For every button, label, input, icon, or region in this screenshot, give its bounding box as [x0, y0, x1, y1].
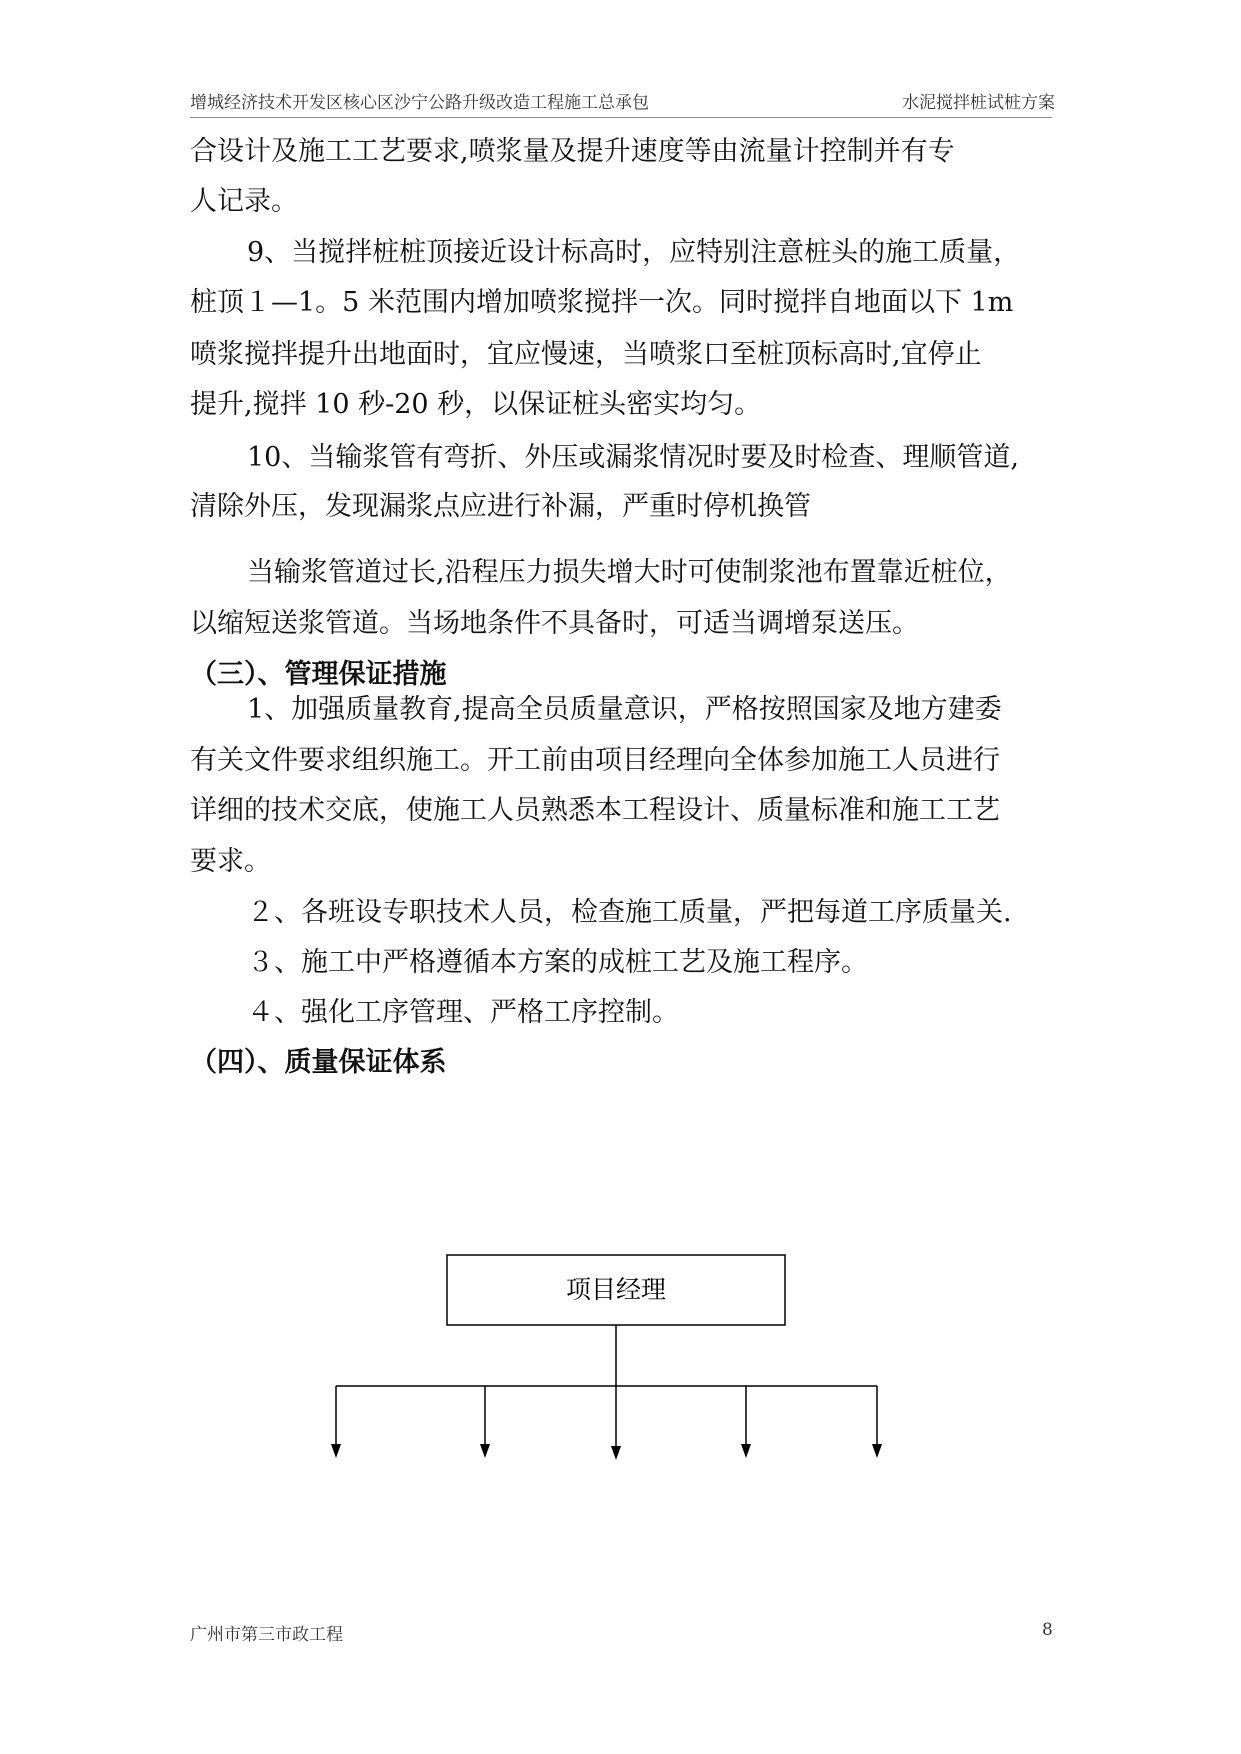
body-line: 1、加强质量教育,提高全员质量意识，严格按照国家及地方建委 [247, 694, 1002, 725]
body-line: 提升,搅拌 10 秒-20 秒，以保证桩头密实均匀。 [190, 389, 762, 420]
org-branch-4 [741, 1386, 751, 1458]
section-heading-4: （四）、质量保证体系 [190, 1047, 447, 1078]
body-line: ２、各班设专职技术人员，检查施工质量，严把每道工序质量关. [247, 897, 1012, 928]
org-branch-3 [611, 1386, 621, 1460]
arrow-down-icon [480, 1444, 490, 1458]
body-line: 有关文件要求组织施工。开工前由项目经理向全体参加施工人员进行 [190, 745, 1000, 776]
body-line: ３、施工中严格遵循本方案的成桩工艺及施工程序。 [247, 947, 868, 978]
arrow-down-icon [872, 1444, 882, 1458]
header-left: 增城经济技术开发区核心区沙宁公路升级改造工程施工总承包 [190, 93, 649, 113]
body-line: ４、强化工序管理、严格工序控制。 [247, 997, 679, 1028]
body-line: 当输浆管道过长,沿程压力损失增大时可使制浆池布置靠近桩位， [247, 557, 1012, 588]
org-top-box-label: 项目经理 [565, 1275, 667, 1304]
arrow-down-icon [331, 1444, 341, 1458]
org-branch-5 [872, 1386, 882, 1458]
body-line: 桩顶１—1。5 米范围内增加喷浆搅拌一次。同时搅拌自地面以下 1m [190, 287, 1014, 318]
footer-left: 广州市第三市政工程 [190, 1625, 343, 1645]
org-branch-1 [331, 1386, 341, 1458]
body-line: 喷浆搅拌提升出地面时，宜应慢速，当喷浆口至桩顶标高时,宜停止 [190, 339, 982, 370]
body-line: 要求。 [190, 846, 271, 877]
arrow-down-icon [611, 1446, 621, 1460]
body-line: 人记录。 [190, 186, 298, 217]
org-branch-2 [480, 1386, 490, 1458]
body-line: 合设计及施工工艺要求,喷浆量及提升速度等由流量计控制并有专 [190, 136, 955, 167]
header-right: 水泥搅拌桩试桩方案 [902, 93, 1055, 113]
body-line: 以缩短送浆管道。当场地条件不具备时，可适当调增泵送压。 [190, 608, 919, 639]
page-number: 8 [1042, 1620, 1053, 1640]
body-line: 10、当输浆管有弯折、外压或漏浆情况时要及时检查、理顺管道, [247, 442, 1019, 473]
body-line: 清除外压，发现漏浆点应进行补漏，严重时停机换管 [190, 491, 811, 522]
arrow-down-icon [741, 1444, 751, 1458]
body-line: 9、当搅拌桩桩顶接近设计标高时，应特别注意桩头的施工质量， [247, 237, 1021, 268]
body-line: 详细的技术交底，使施工人员熟悉本工程设计、质量标准和施工工艺 [190, 795, 1000, 826]
section-heading-3: （三）、管理保证措施 [190, 659, 447, 690]
